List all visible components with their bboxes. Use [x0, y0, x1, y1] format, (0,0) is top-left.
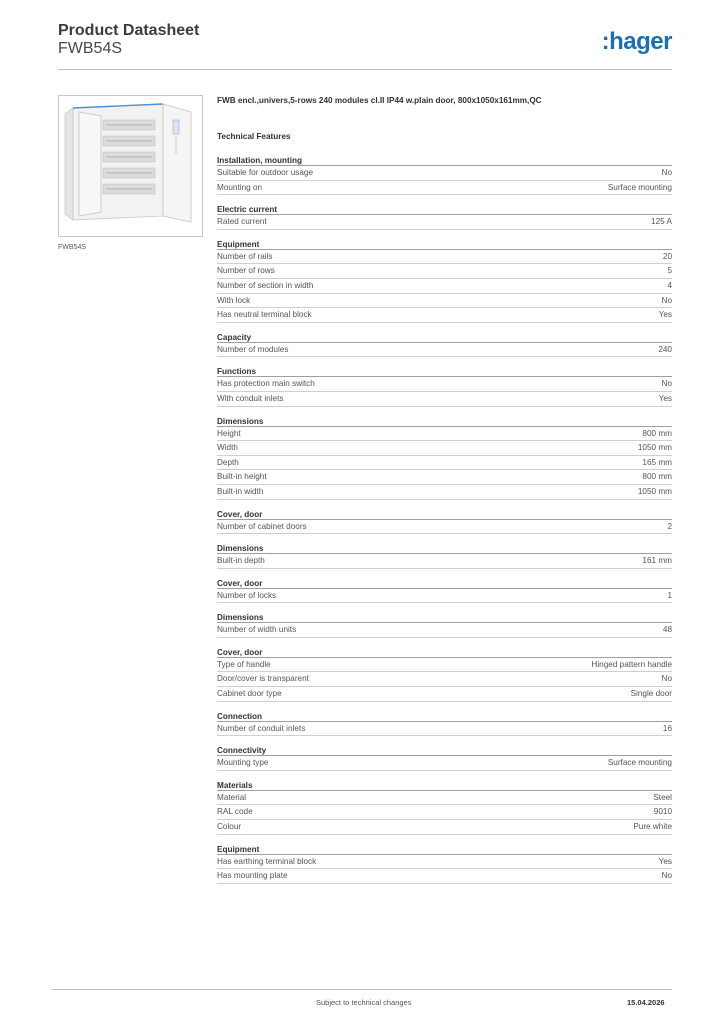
feature-row: [217, 456, 672, 471]
feature-value: 161 mm: [642, 556, 672, 566]
feature-section: [217, 578, 672, 604]
feature-row: [217, 377, 672, 392]
feature-label: Built-in height: [217, 472, 267, 482]
feature-section: [217, 155, 672, 195]
section-title: Cover, door: [217, 578, 672, 589]
technical-features-heading: Technical Features: [217, 132, 291, 141]
feature-row: [217, 441, 672, 456]
enclosure-illustration: [59, 96, 202, 236]
feature-value: Surface mounting: [607, 182, 672, 192]
feature-row: [217, 672, 672, 687]
feature-value: 4: [667, 280, 672, 290]
section-title: Functions: [217, 366, 672, 377]
feature-label: Number of section in width: [217, 280, 314, 290]
feature-value: Pure white: [633, 822, 672, 832]
feature-value: Single door: [630, 689, 672, 699]
feature-label: Number of cabinet doors: [217, 521, 307, 531]
feature-label: Number of locks: [217, 590, 277, 600]
feature-label: Number of width units: [217, 625, 297, 635]
section-title: Capacity: [217, 332, 672, 343]
feature-section: [217, 416, 672, 500]
feature-row: [217, 279, 672, 294]
feature-row: [217, 820, 672, 835]
feature-section: [217, 239, 672, 323]
feature-label: Has neutral terminal block: [217, 310, 312, 320]
feature-value: 20: [662, 251, 672, 261]
feature-value: 16: [662, 723, 672, 733]
feature-label: Rated current: [217, 217, 267, 227]
feature-row: [217, 756, 672, 771]
feature-value: 1: [667, 590, 672, 600]
feature-label: Number of rows: [217, 266, 275, 276]
feature-section: [217, 647, 672, 702]
feature-row: [217, 722, 672, 737]
feature-label: Number of rails: [217, 251, 273, 261]
feature-section: [217, 366, 672, 406]
feature-label: Mounting on: [217, 182, 263, 192]
feature-row: [217, 343, 672, 358]
feature-section: [217, 543, 672, 569]
feature-label: Number of modules: [217, 344, 289, 354]
page-subtitle: FWB54S: [58, 40, 123, 57]
section-title: Electric current: [217, 204, 672, 215]
feature-value: 1050 mm: [637, 486, 672, 496]
feature-row: [217, 791, 672, 806]
section-title: Cover, door: [217, 647, 672, 658]
feature-sections: [217, 155, 672, 884]
section-title: Equipment: [217, 844, 672, 855]
feature-value: 2: [667, 521, 672, 531]
feature-value: Hinged pattern handle: [591, 659, 672, 669]
section-title: Dimensions: [217, 612, 672, 623]
feature-row: [217, 589, 672, 604]
feature-row: [217, 687, 672, 702]
feature-label: With conduit inlets: [217, 393, 284, 403]
feature-value: 165 mm: [642, 457, 672, 467]
section-title: Dimensions: [217, 416, 672, 427]
feature-row: [217, 294, 672, 309]
feature-row: [217, 308, 672, 323]
feature-row: [217, 250, 672, 265]
logo-text: hager: [609, 28, 672, 55]
section-title: Cover, door: [217, 509, 672, 520]
feature-row: [217, 658, 672, 673]
feature-section: [217, 780, 672, 835]
feature-value: 5: [667, 266, 672, 276]
section-title: Equipment: [217, 239, 672, 250]
feature-value: 800 mm: [642, 472, 672, 482]
footer-note: Subject to technical changes: [316, 998, 412, 1007]
hager-logo: [602, 28, 672, 56]
feature-label: RAL code: [217, 807, 253, 817]
feature-label: Cabinet door type: [217, 689, 282, 699]
feature-row: [217, 520, 672, 535]
feature-value: Yes: [658, 856, 672, 866]
section-title: Installation, mounting: [217, 155, 672, 166]
footer-divider: [52, 989, 672, 990]
feature-value: Yes: [658, 393, 672, 403]
feature-value: 48: [662, 625, 672, 635]
feature-row: [217, 166, 672, 181]
product-description: FWB encl.,univers,5-rows 240 modules cl.II IP44 w.plain door, 800x1050x161mm,QC: [217, 96, 542, 105]
feature-label: Built-in depth: [217, 556, 265, 566]
feature-value: No: [661, 871, 672, 881]
feature-row: [217, 855, 672, 870]
feature-row: [217, 215, 672, 230]
feature-label: Depth: [217, 457, 239, 467]
feature-row: [217, 869, 672, 884]
feature-row: [217, 485, 672, 500]
feature-row: [217, 554, 672, 569]
section-title: Dimensions: [217, 543, 672, 554]
feature-value: No: [661, 295, 672, 305]
section-title: Materials: [217, 780, 672, 791]
feature-value: 125 A: [651, 217, 672, 227]
page-header: [58, 22, 672, 70]
feature-label: Material: [217, 792, 247, 802]
feature-value: No: [661, 674, 672, 684]
logo-prefix: :: [601, 28, 610, 55]
feature-label: Type of handle: [217, 659, 271, 669]
feature-value: No: [661, 379, 672, 389]
section-title: Connectivity: [217, 745, 672, 756]
feature-row: [217, 264, 672, 279]
feature-section: [217, 612, 672, 638]
feature-label: Suitable for outdoor usage: [217, 168, 314, 177]
feature-label: Built-in width: [217, 486, 264, 496]
feature-value: 9010: [653, 807, 672, 817]
feature-section: [217, 844, 672, 884]
feature-section: [217, 332, 672, 358]
feature-label: Door/cover is transparent: [217, 674, 309, 684]
feature-label: Has protection main switch: [217, 379, 315, 389]
feature-label: Mounting type: [217, 758, 269, 768]
feature-value: Surface mounting: [607, 758, 672, 768]
feature-value: 240: [658, 344, 672, 354]
feature-label: Height: [217, 428, 241, 438]
feature-section: [217, 745, 672, 771]
datasheet-content: [217, 96, 672, 893]
feature-label: Number of conduit inlets: [217, 723, 306, 733]
feature-value: Steel: [653, 792, 672, 802]
feature-label: With lock: [217, 295, 251, 305]
feature-row: [217, 470, 672, 485]
feature-row: [217, 427, 672, 442]
product-image: [58, 95, 203, 237]
feature-section: [217, 509, 672, 535]
feature-row: [217, 181, 672, 196]
feature-row: [217, 623, 672, 638]
feature-label: Colour: [217, 822, 242, 832]
footer-date: 15.04.2026: [627, 998, 665, 1007]
feature-value: 1050 mm: [637, 443, 672, 453]
feature-row: [217, 392, 672, 407]
feature-label: Has earthing terminal block: [217, 856, 317, 866]
feature-label: Width: [217, 443, 238, 453]
feature-row: [217, 805, 672, 820]
section-title: Connection: [217, 711, 672, 722]
feature-value: Yes: [658, 310, 672, 320]
feature-label: Has mounting plate: [217, 871, 288, 881]
feature-section: [217, 711, 672, 737]
feature-section: [217, 204, 672, 230]
feature-value: No: [661, 168, 672, 177]
feature-value: 800 mm: [642, 428, 672, 438]
page-title: Product Datasheet: [58, 22, 200, 39]
image-caption: FWB54S: [58, 244, 87, 251]
